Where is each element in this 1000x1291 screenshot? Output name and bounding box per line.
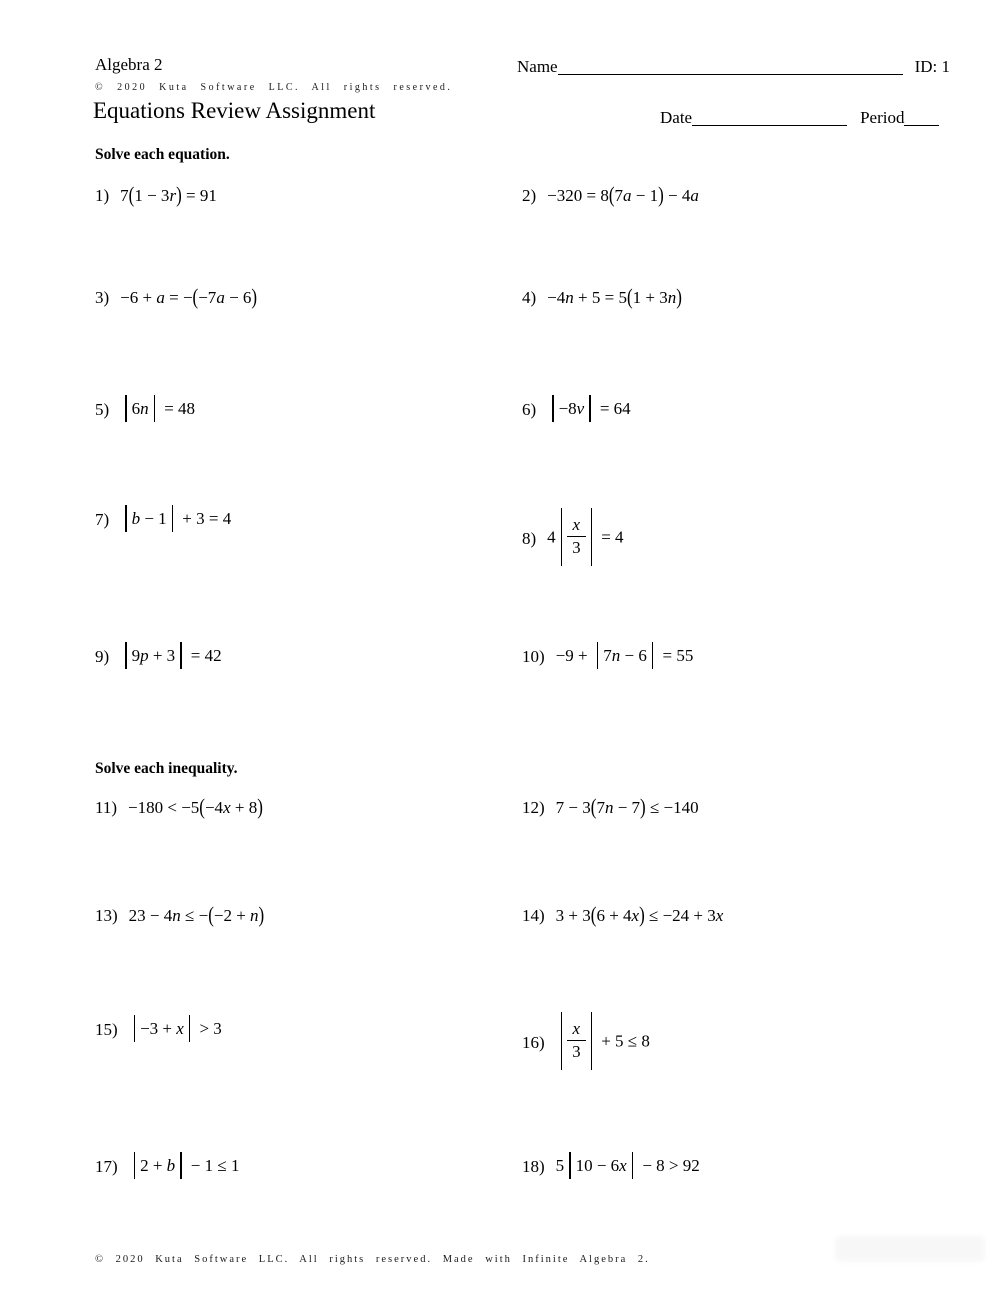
problem-3 (95, 284, 258, 310)
problem-number: 16) (522, 1032, 545, 1052)
period-label: Period (860, 108, 905, 127)
problem-12 (522, 794, 699, 820)
problem-number: 7) (95, 510, 110, 529)
faint-watermark (835, 1236, 985, 1262)
absolute-value-bar (134, 1015, 135, 1042)
problem-number: 5) (95, 400, 110, 419)
section-instruction-equations: Solve each equation. (95, 146, 230, 163)
name-label: Name (517, 57, 558, 76)
absolute-value-bar (591, 1012, 592, 1070)
absolute-value-bar (561, 1012, 562, 1070)
absolute-value-bar (652, 642, 653, 669)
problem-9 (95, 642, 222, 672)
problem-6 (522, 395, 631, 425)
problem-number: 9) (95, 647, 110, 666)
date-label: Date (660, 108, 693, 127)
problem-7 (95, 505, 231, 535)
course-title: Algebra 2 (95, 55, 163, 74)
problem-expression: −180 < −5(−4x + 8) (128, 794, 263, 820)
problem-17 (95, 1152, 239, 1182)
section-instruction-inequalities: Solve each inequality. (95, 760, 238, 777)
problem-number: 3) (95, 288, 110, 307)
absolute-value-bar (552, 395, 553, 422)
problem-5 (95, 395, 195, 425)
problem-11 (95, 794, 263, 820)
absolute-value-bar (189, 1015, 190, 1042)
absolute-value-bar (154, 395, 155, 422)
page-title: Equations Review Assignment (93, 98, 376, 123)
name-blank-line (558, 74, 903, 75)
absolute-value-bar (134, 1152, 135, 1179)
absolute-value-bar (172, 505, 173, 532)
absolute-value-bar (591, 508, 592, 566)
id-label: ID: 1 (914, 57, 951, 76)
problem-1 (95, 182, 217, 208)
problem-number: 6) (522, 400, 537, 419)
absolute-value-bar (561, 508, 562, 566)
problem-4 (522, 284, 682, 310)
problem-number: 17) (95, 1157, 118, 1176)
problem-number: 11) (95, 798, 118, 817)
problem-expression: $\frac{x}{3}$ + 5 ≤ 8 (556, 1012, 650, 1073)
problem-number: 18) (522, 1157, 545, 1176)
problem-2 (522, 182, 699, 208)
problem-expression: −320 = 8(7a − 1) − 4a (547, 182, 699, 208)
date-blank-line (692, 125, 847, 126)
absolute-value-bar (125, 505, 126, 532)
problem-18 (522, 1152, 700, 1182)
fraction: $\frac{x}{3}$ (567, 1018, 586, 1062)
fraction: $\frac{x}{3}$ (567, 514, 586, 558)
absolute-value-bar (597, 642, 598, 669)
problem-expression: 2 + b − 1 ≤ 1 (129, 1152, 240, 1182)
problem-number: 15) (95, 1020, 118, 1039)
problem-expression: b − 1 + 3 = 4 (120, 505, 231, 535)
problem-13 (95, 902, 265, 928)
problem-expression: −9 + 7n − 6 = 55 (556, 642, 694, 672)
problem-15 (95, 1015, 222, 1045)
absolute-value-bar (180, 1152, 181, 1179)
period-blank-line (904, 125, 939, 126)
problem-expression: −4n + 5 = 5(1 + 3n) (547, 284, 682, 310)
absolute-value-bar (180, 642, 181, 669)
problem-10 (522, 642, 693, 672)
problem-expression: 4 $\frac{x}{3}$ = 4 (547, 508, 623, 569)
name-row (517, 57, 950, 77)
problem-16 (522, 1012, 650, 1073)
problem-expression: 5 10 − 6x − 8 > 92 (556, 1152, 700, 1182)
problem-number: 8) (522, 528, 537, 548)
problem-expression: 6n = 48 (120, 395, 195, 425)
absolute-value-bar (125, 642, 126, 669)
absolute-value-bar (125, 395, 126, 422)
problem-expression: 23 − 4n ≤ −(−2 + n) (128, 902, 265, 928)
problem-expression: 7 − 3(7n − 7) ≤ −140 (555, 794, 699, 820)
problem-number: 12) (522, 798, 545, 817)
problem-expression: −3 + x > 3 (129, 1015, 222, 1045)
absolute-value-bar (589, 395, 590, 422)
problem-number: 2) (522, 186, 537, 205)
problem-14 (522, 902, 724, 928)
problem-8 (522, 508, 624, 569)
date-period-row (660, 108, 939, 128)
problem-expression: 3 + 3(6 + 4x) ≤ −24 + 3x (555, 902, 724, 928)
copyright-line: © 2020 Kuta Software LLC. All rights reserved. (95, 82, 453, 93)
problem-number: 10) (522, 647, 545, 666)
problem-number: 1) (95, 186, 110, 205)
problem-expression: 9p + 3 = 42 (120, 642, 221, 672)
footer-copyright: © 2020 Kuta Software LLC. All rights reserved. Made with Infinite Algebra 2. (95, 1254, 650, 1265)
problem-expression: −6 + a = −(−7a − 6) (120, 284, 258, 310)
problem-number: 4) (522, 288, 537, 307)
absolute-value-bar (569, 1152, 570, 1179)
problem-expression: 7(1 − 3r) = 91 (120, 182, 217, 208)
problem-expression: −8v = 64 (547, 395, 631, 425)
problem-number: 14) (522, 906, 545, 925)
problem-number: 13) (95, 906, 118, 925)
absolute-value-bar (632, 1152, 633, 1179)
